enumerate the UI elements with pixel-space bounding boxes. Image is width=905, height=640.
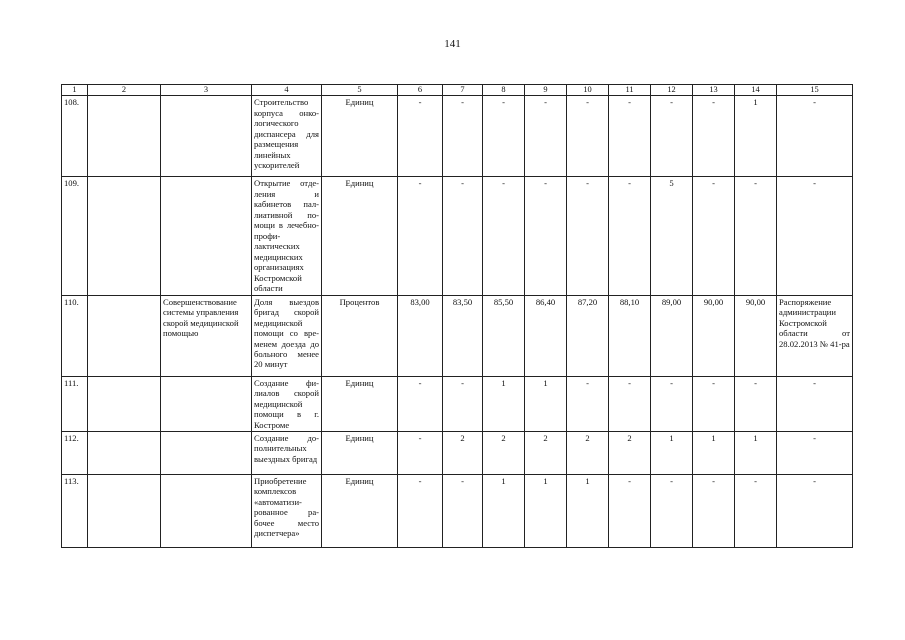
document-cell: - [777,96,853,177]
value-cell: - [609,475,651,548]
value-cell: - [525,96,567,177]
document-cell: - [777,177,853,295]
column-header: 5 [322,85,398,96]
value-cell: 2 [609,432,651,475]
indicator-name: Открытие отде-ления и кабинетов пал-лиативной по-мощи в лечебно-профи-лактических медицинских организациях Костромской области [252,177,322,295]
cell-task [161,432,252,475]
document-cell: Распоряжение администрации Костромской области от 28.02.2013 № 41-ра [777,295,853,376]
table-row [62,295,853,376]
value-cell: - [567,177,609,295]
cell-col2 [88,475,161,548]
value-cell: 1 [735,432,777,475]
column-header: 13 [693,85,735,96]
cell-task [161,376,252,431]
value-cell: 1 [525,475,567,548]
value-cell: 1 [567,475,609,548]
value-cell: 2 [567,432,609,475]
page-number: 141 [444,38,461,50]
unit: Единиц [322,177,398,295]
column-header: 2 [88,85,161,96]
value-cell: 90,00 [693,295,735,376]
value-cell: - [735,177,777,295]
unit: Единиц [322,475,398,548]
indicators-table [61,84,853,548]
value-cell: - [609,376,651,431]
value-cell: - [443,96,483,177]
column-header: 9 [525,85,567,96]
value-cell: - [567,96,609,177]
unit: Единиц [322,432,398,475]
value-cell: 2 [483,432,525,475]
value-cell: - [693,177,735,295]
row-number: 113. [62,475,88,548]
column-header: 4 [252,85,322,96]
task-name: Совершенствование системы управления скорой медицинской помощью [161,295,252,376]
cell-col2 [88,96,161,177]
cell-task [161,475,252,548]
cell-task [161,96,252,177]
cell-col2 [88,295,161,376]
indicator-name: Приобретение комплексов «автоматизи-рованное ра-бочее место диспетчера» [252,475,322,548]
column-header: 10 [567,85,609,96]
value-cell: - [483,177,525,295]
value-cell: - [398,376,443,431]
column-header: 15 [777,85,853,96]
value-cell: - [693,475,735,548]
row-number: 111. [62,376,88,431]
table-row [62,475,853,548]
table-row [62,177,853,295]
document-cell: - [777,376,853,431]
indicator-name: Создание фи-лиалов скорой медицинской помощи в г. Костроме [252,376,322,431]
header-row [62,85,853,96]
value-cell: 83,50 [443,295,483,376]
value-cell: - [398,177,443,295]
column-header: 14 [735,85,777,96]
unit: Процентов [322,295,398,376]
value-cell: - [735,475,777,548]
unit: Единиц [322,376,398,431]
indicator-name: Строительство корпуса онко-логического диспансера для размещения линейных ускорителей [252,96,322,177]
value-cell: 5 [651,177,693,295]
value-cell: - [525,177,567,295]
table-row [62,96,853,177]
column-header: 6 [398,85,443,96]
column-header: 8 [483,85,525,96]
indicator-name: Создание до-полнительных выездных бригад [252,432,322,475]
value-cell: - [651,96,693,177]
value-cell: 90,00 [735,295,777,376]
value-cell: - [398,432,443,475]
row-number: 112. [62,432,88,475]
value-cell: 83,00 [398,295,443,376]
value-cell: 1 [651,432,693,475]
value-cell: - [398,475,443,548]
value-cell: 2 [443,432,483,475]
cell-col2 [88,376,161,431]
column-header: 7 [443,85,483,96]
column-header: 11 [609,85,651,96]
value-cell: 1 [483,475,525,548]
value-cell: 88,10 [609,295,651,376]
value-cell: - [443,475,483,548]
row-number: 108. [62,96,88,177]
value-cell: 2 [525,432,567,475]
column-header: 3 [161,85,252,96]
document-cell: - [777,475,853,548]
value-cell: 87,20 [567,295,609,376]
value-cell: - [609,177,651,295]
column-header: 1 [62,85,88,96]
value-cell: 86,40 [525,295,567,376]
table-row [62,376,853,431]
value-cell: 85,50 [483,295,525,376]
value-cell: - [398,96,443,177]
cell-col2 [88,177,161,295]
value-cell: 89,00 [651,295,693,376]
row-number: 109. [62,177,88,295]
value-cell: 1 [693,432,735,475]
value-cell: - [651,376,693,431]
document-cell: - [777,432,853,475]
value-cell: - [443,177,483,295]
value-cell: - [693,96,735,177]
unit: Единиц [322,96,398,177]
value-cell: - [483,96,525,177]
value-cell: 1 [735,96,777,177]
value-cell: - [735,376,777,431]
value-cell: - [567,376,609,431]
table-row [62,432,853,475]
cell-col2 [88,432,161,475]
column-header: 12 [651,85,693,96]
value-cell: 1 [483,376,525,431]
value-cell: - [609,96,651,177]
value-cell: - [651,475,693,548]
value-cell: - [443,376,483,431]
indicator-name: Доля выездов бригад скорой медицинской помощи со вре-менем доезда до больного менее 20 минут [252,295,322,376]
value-cell: 1 [525,376,567,431]
row-number: 110. [62,295,88,376]
cell-task [161,177,252,295]
value-cell: - [693,376,735,431]
